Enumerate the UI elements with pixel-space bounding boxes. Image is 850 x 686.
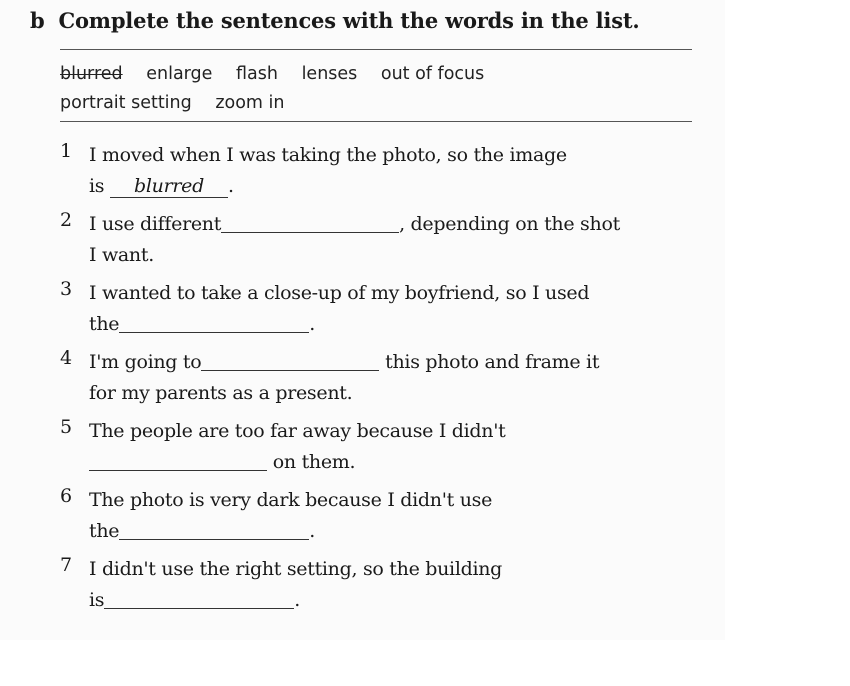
- exercise-heading: [30, 8, 639, 33]
- sentence-item: [60, 278, 710, 347]
- sentence-item: [60, 140, 710, 209]
- sentence-line: [89, 416, 710, 447]
- sentence-text: .: [309, 520, 315, 542]
- sentence-line: [89, 516, 710, 547]
- exercise-instruction: Complete the sentences with the words in the list.: [58, 8, 640, 33]
- sentence-text: the: [89, 313, 120, 335]
- sentence-text: I want.: [89, 244, 154, 266]
- sentence-line: [89, 240, 710, 271]
- sentence-line: [89, 309, 710, 340]
- sentence-line: [89, 171, 710, 202]
- sentence-line: [89, 140, 710, 171]
- sentence-item: [60, 347, 710, 416]
- answer-blank[interactable]: [104, 589, 294, 609]
- sentence-number: 2: [60, 209, 72, 231]
- sentence-text: .: [309, 313, 315, 335]
- sentence-text: I moved when I was taking the photo, so the image: [89, 144, 567, 166]
- sentence-number: 4: [60, 347, 72, 369]
- word-list-item: portrait setting: [60, 93, 192, 113]
- sentence-list: [60, 140, 710, 623]
- sentence-text: The photo is very dark because I didn't use: [89, 489, 493, 511]
- sentence-line: [89, 585, 710, 616]
- answer-blank[interactable]: [89, 451, 267, 471]
- word-list-item: zoom in: [215, 93, 285, 113]
- sentence-number: 6: [60, 485, 72, 507]
- word-list-row: [60, 60, 700, 89]
- sentence-number: 1: [60, 140, 72, 162]
- sentence-item: [60, 554, 710, 623]
- sentence-text: , depending on the shot: [399, 213, 620, 235]
- answer-blank[interactable]: [119, 313, 309, 333]
- sentence-text: this photo and frame it: [385, 351, 600, 373]
- sentence-line: [89, 209, 710, 240]
- sentence-text: I wanted to take a close-up of my boyfriend, so I used: [89, 282, 590, 304]
- sentence-text: is: [89, 175, 105, 197]
- sentence-line: [89, 447, 710, 478]
- word-list-item: enlarge: [146, 64, 213, 84]
- sentence-line: [89, 554, 710, 585]
- sentence-text: the: [89, 520, 120, 542]
- sentence-line: [89, 485, 710, 516]
- word-list-item: blurred: [60, 64, 123, 84]
- word-list-bottom-rule: [60, 121, 692, 122]
- sentence-text: I'm going to: [89, 351, 202, 373]
- answer-blank[interactable]: [221, 213, 399, 233]
- sentence-text: on them.: [272, 451, 356, 473]
- sentence-item: [60, 209, 710, 278]
- sentence-line: [89, 347, 710, 378]
- word-list-item: flash: [236, 64, 278, 84]
- answer-blank[interactable]: [119, 520, 309, 540]
- sentence-text: .: [227, 175, 234, 197]
- answer-blank-filled[interactable]: blurred: [110, 175, 228, 198]
- exercise-letter: b: [30, 8, 45, 33]
- word-list-row: [60, 89, 700, 118]
- sentence-number: 3: [60, 278, 72, 300]
- sentence-line: [89, 378, 710, 409]
- sentence-number: 7: [60, 554, 72, 576]
- sentence-item: [60, 485, 710, 554]
- sentence-item: [60, 416, 710, 485]
- word-list-item: out of focus: [380, 64, 485, 84]
- sentence-text: is: [89, 589, 105, 611]
- sentence-text: .: [294, 589, 300, 611]
- sentence-text: for my parents as a present.: [89, 382, 353, 404]
- word-list: [60, 60, 700, 118]
- sentence-line: [89, 278, 710, 309]
- sentence-text: I didn't use the right setting, so the building: [89, 558, 503, 580]
- sentence-number: 5: [60, 416, 72, 438]
- answer-blank[interactable]: [201, 351, 379, 371]
- word-list-item: lenses: [301, 64, 358, 84]
- sentence-text: The people are too far away because I didn't: [89, 420, 506, 442]
- word-list-top-rule: [60, 49, 692, 50]
- sentence-text: I use different: [89, 213, 222, 235]
